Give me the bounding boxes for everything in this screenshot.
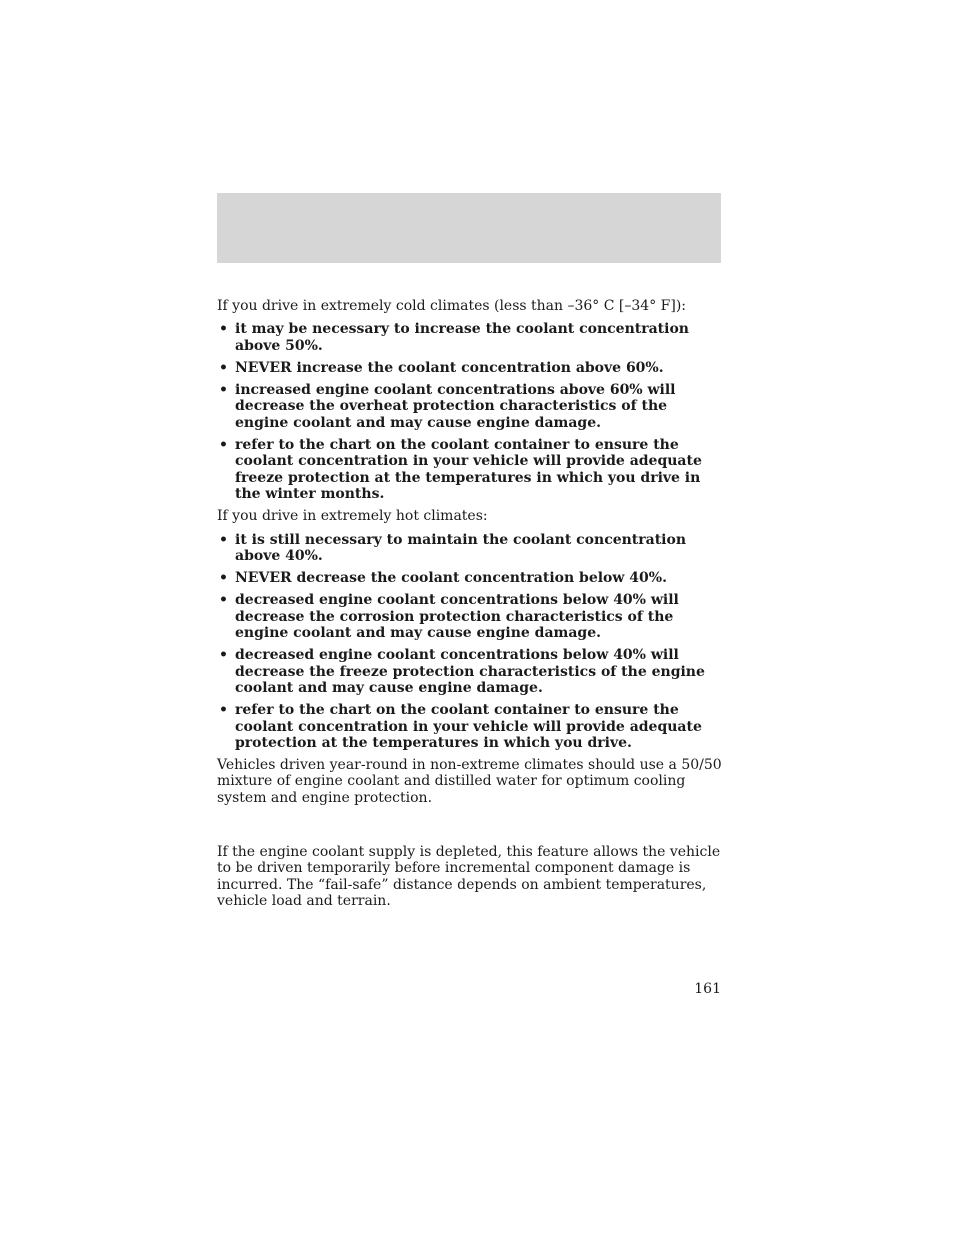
header-band (217, 193, 721, 263)
list-item: • it is still necessary to maintain the coolant concentration above 40%. (219, 531, 687, 564)
failsafe-paragraph: If the engine coolant supply is depleted, this feature allows the vehicle to be driven temporarily before incremental component damage is incurred. The “fail-safe” distance depends on ambient temperatures, vehicle load and terrain. (217, 844, 721, 909)
bullet-icon: • (219, 570, 228, 587)
cold-climate-list (217, 321, 723, 502)
section-gap (217, 806, 723, 844)
bullet-icon: • (219, 359, 228, 376)
hot-climate-list (217, 532, 723, 752)
list-item: • decreased engine coolant concentrations below 40% will decrease the corrosion protection characteristics of the engine coolant and may cause engine damage. (219, 592, 679, 642)
list-item: • refer to the chart on the coolant container to ensure the coolant concentration in your vehicle will provide adequate protection at the temperatures in which you drive. (219, 702, 702, 751)
normal-climate-paragraph: Vehicles driven year-round in non-extreme climates should use a 50/50 mixture of engine coolant and distilled water for optimum cooling system and engine protection. (217, 757, 722, 806)
hot-climate-intro: If you drive in extremely hot climates: (217, 508, 488, 525)
bullet-icon: • (219, 437, 228, 454)
bullet-icon: • (219, 321, 228, 338)
page-number: 161 (694, 981, 721, 997)
bullet-icon: • (219, 592, 228, 609)
list-item: • NEVER increase the coolant concentration above 60%. (219, 359, 664, 376)
bullet-icon: • (219, 382, 228, 399)
bullet-icon: • (219, 647, 228, 664)
list-item: • NEVER decrease the coolant concentration below 40%. (219, 570, 667, 587)
list-item: • it may be necessary to increase the coolant concentration above 50%. (219, 321, 689, 354)
list-item: • decreased engine coolant concentrations below 40% will decrease the freeze protection characteristics of the engine coolant and may cause engine damage. (219, 647, 705, 696)
list-item: • increased engine coolant concentrations above 60% will decrease the overheat protection characteristics of the engine coolant and may cause engine damage. (219, 382, 676, 431)
bullet-icon: • (219, 531, 228, 548)
bullet-icon: • (219, 702, 228, 719)
cold-climate-intro: If you drive in extremely cold climates (less than –36° C [–34° F]): (217, 298, 686, 314)
list-item: • refer to the chart on the coolant container to ensure the coolant concentration in your vehicle will provide adequate freeze protection at the temperatures in which you drive in the winter months. (219, 437, 702, 502)
page-content (217, 298, 723, 909)
